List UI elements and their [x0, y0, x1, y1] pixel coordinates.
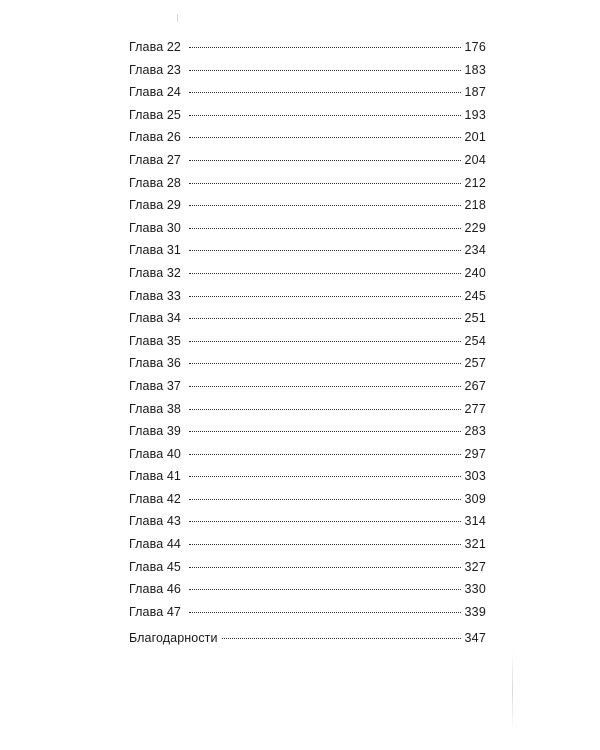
toc-leader-dots	[189, 408, 461, 410]
toc-leader-dots	[189, 249, 461, 251]
toc-entry-label: Глава 33	[129, 288, 181, 303]
toc-entry-page: 330	[464, 582, 486, 597]
toc-entry-label: Глава 42	[129, 491, 181, 506]
toc-entry	[129, 488, 486, 511]
toc-entry-label: Глава 29	[129, 198, 181, 213]
toc-entry-page: 314	[464, 514, 486, 529]
toc-entry-page: 283	[464, 424, 486, 439]
toc-entry-label: Глава 25	[129, 107, 181, 122]
toc-entry-label: Глава 39	[129, 424, 181, 439]
toc-entry-label: Глава 35	[129, 333, 181, 348]
toc-entry-page: 321	[464, 537, 486, 552]
toc-entry-label: Глава 26	[129, 130, 181, 145]
toc-entry	[129, 285, 486, 308]
toc-leader-dots	[189, 340, 461, 342]
toc-entry	[129, 194, 486, 217]
toc-entry	[129, 262, 486, 285]
toc-entry-page: 212	[464, 175, 486, 190]
toc-entry	[129, 217, 486, 240]
toc-entry-page: 245	[464, 288, 486, 303]
toc-entry-page: 229	[464, 220, 486, 235]
toc-entry	[129, 578, 486, 601]
toc-entry-label: Глава 40	[129, 446, 181, 461]
toc-entry-label: Глава 31	[129, 243, 181, 258]
toc-entry-label: Глава 27	[129, 152, 181, 167]
toc-entry-page: 327	[464, 559, 486, 574]
toc-entry	[129, 420, 486, 443]
toc-entry-page: 218	[464, 198, 486, 213]
toc-entry	[129, 556, 486, 579]
toc-entry-label: Глава 44	[129, 537, 181, 552]
toc-entry-page: 257	[464, 356, 486, 371]
toc-entry	[129, 533, 486, 556]
toc-leader-dots	[189, 611, 461, 613]
toc-entry	[129, 510, 486, 533]
toc-entry-page: 176	[464, 40, 486, 54]
toc-entry-acknowledgements	[129, 627, 486, 650]
toc-entry	[129, 104, 486, 127]
toc-entry-page: 254	[464, 333, 486, 348]
toc-leader-dots	[189, 204, 461, 206]
toc-leader-dots	[189, 588, 461, 590]
toc-leader-dots	[189, 498, 461, 500]
toc-entry	[129, 307, 486, 330]
toc-entry-page: 267	[464, 378, 486, 393]
toc-leader-dots	[189, 159, 461, 161]
toc-entry-page: 201	[464, 130, 486, 145]
toc-entry-label: Глава 36	[129, 356, 181, 371]
toc-entry-label: Глава 24	[129, 85, 181, 100]
toc-entry-page: 193	[464, 107, 486, 122]
toc-entry	[129, 126, 486, 149]
toc-entry-page: 309	[464, 491, 486, 506]
toc-entry-page: 234	[464, 243, 486, 258]
toc-entry	[129, 375, 486, 398]
toc-entry-label: Глава 30	[129, 220, 181, 235]
toc-leader-dots	[189, 543, 461, 545]
toc-entry-label: Глава 45	[129, 559, 181, 574]
toc-leader-dots	[189, 453, 461, 455]
toc-entry-label: Глава 38	[129, 401, 181, 416]
toc-leader-dots	[189, 272, 461, 274]
toc-entry	[129, 330, 486, 353]
toc-leader-dots	[189, 430, 461, 432]
toc-entry-label: Глава 37	[129, 378, 181, 393]
toc-entry	[129, 81, 486, 104]
toc-entry-page: 303	[464, 469, 486, 484]
toc-leader-dots	[189, 566, 461, 568]
toc-entry-page: 183	[464, 62, 486, 77]
toc-entry-page: 251	[464, 311, 486, 326]
toc-entry-page: 277	[464, 401, 486, 416]
toc-entry	[129, 172, 486, 195]
toc-entry	[129, 239, 486, 262]
toc-entry-label: Благодарности	[129, 631, 218, 646]
toc-entry-label: Глава 23	[129, 62, 181, 77]
toc-entry	[129, 443, 486, 466]
toc-leader-dots	[189, 227, 461, 229]
toc-entry-page: 339	[464, 604, 486, 619]
toc-entry-page: 204	[464, 152, 486, 167]
toc-leader-dots	[189, 182, 461, 184]
toc-entry-label: Глава 22	[129, 40, 181, 54]
toc-entry-label: Глава 46	[129, 582, 181, 597]
toc-leader-dots	[189, 317, 461, 319]
toc-leader-dots	[189, 385, 461, 387]
toc-leader-dots	[189, 69, 461, 71]
toc-entry-label: Глава 28	[129, 175, 181, 190]
toc-leader-dots	[222, 637, 461, 639]
toc-entry	[129, 36, 486, 59]
toc-entry-label: Глава 47	[129, 604, 181, 619]
toc-entry	[129, 149, 486, 172]
toc-leader-dots	[189, 114, 461, 116]
toc-leader-dots	[189, 295, 461, 297]
toc-entry-label: Глава 34	[129, 311, 181, 326]
toc-entry-page: 187	[464, 85, 486, 100]
toc-leader-dots	[189, 362, 461, 364]
toc-leader-dots	[189, 520, 461, 522]
toc-entry-label: Глава 41	[129, 469, 181, 484]
toc-entry-page: 240	[464, 265, 486, 280]
toc-entry	[129, 59, 486, 82]
toc-leader-dots	[189, 91, 461, 93]
toc-entry	[129, 398, 486, 421]
toc-entry-page: 347	[464, 631, 486, 646]
page-edge-shadow	[512, 650, 513, 730]
table-of-contents	[129, 36, 486, 650]
toc-entry-label: Глава 32	[129, 265, 181, 280]
toc-leader-dots	[189, 136, 461, 138]
toc-entry	[129, 352, 486, 375]
toc-entry-page: 297	[464, 446, 486, 461]
toc-entry-label: Глава 43	[129, 514, 181, 529]
toc-leader-dots	[189, 46, 461, 48]
toc-entry	[129, 601, 486, 624]
toc-leader-dots	[189, 475, 461, 477]
print-mark	[177, 14, 178, 22]
toc-entry	[129, 465, 486, 488]
